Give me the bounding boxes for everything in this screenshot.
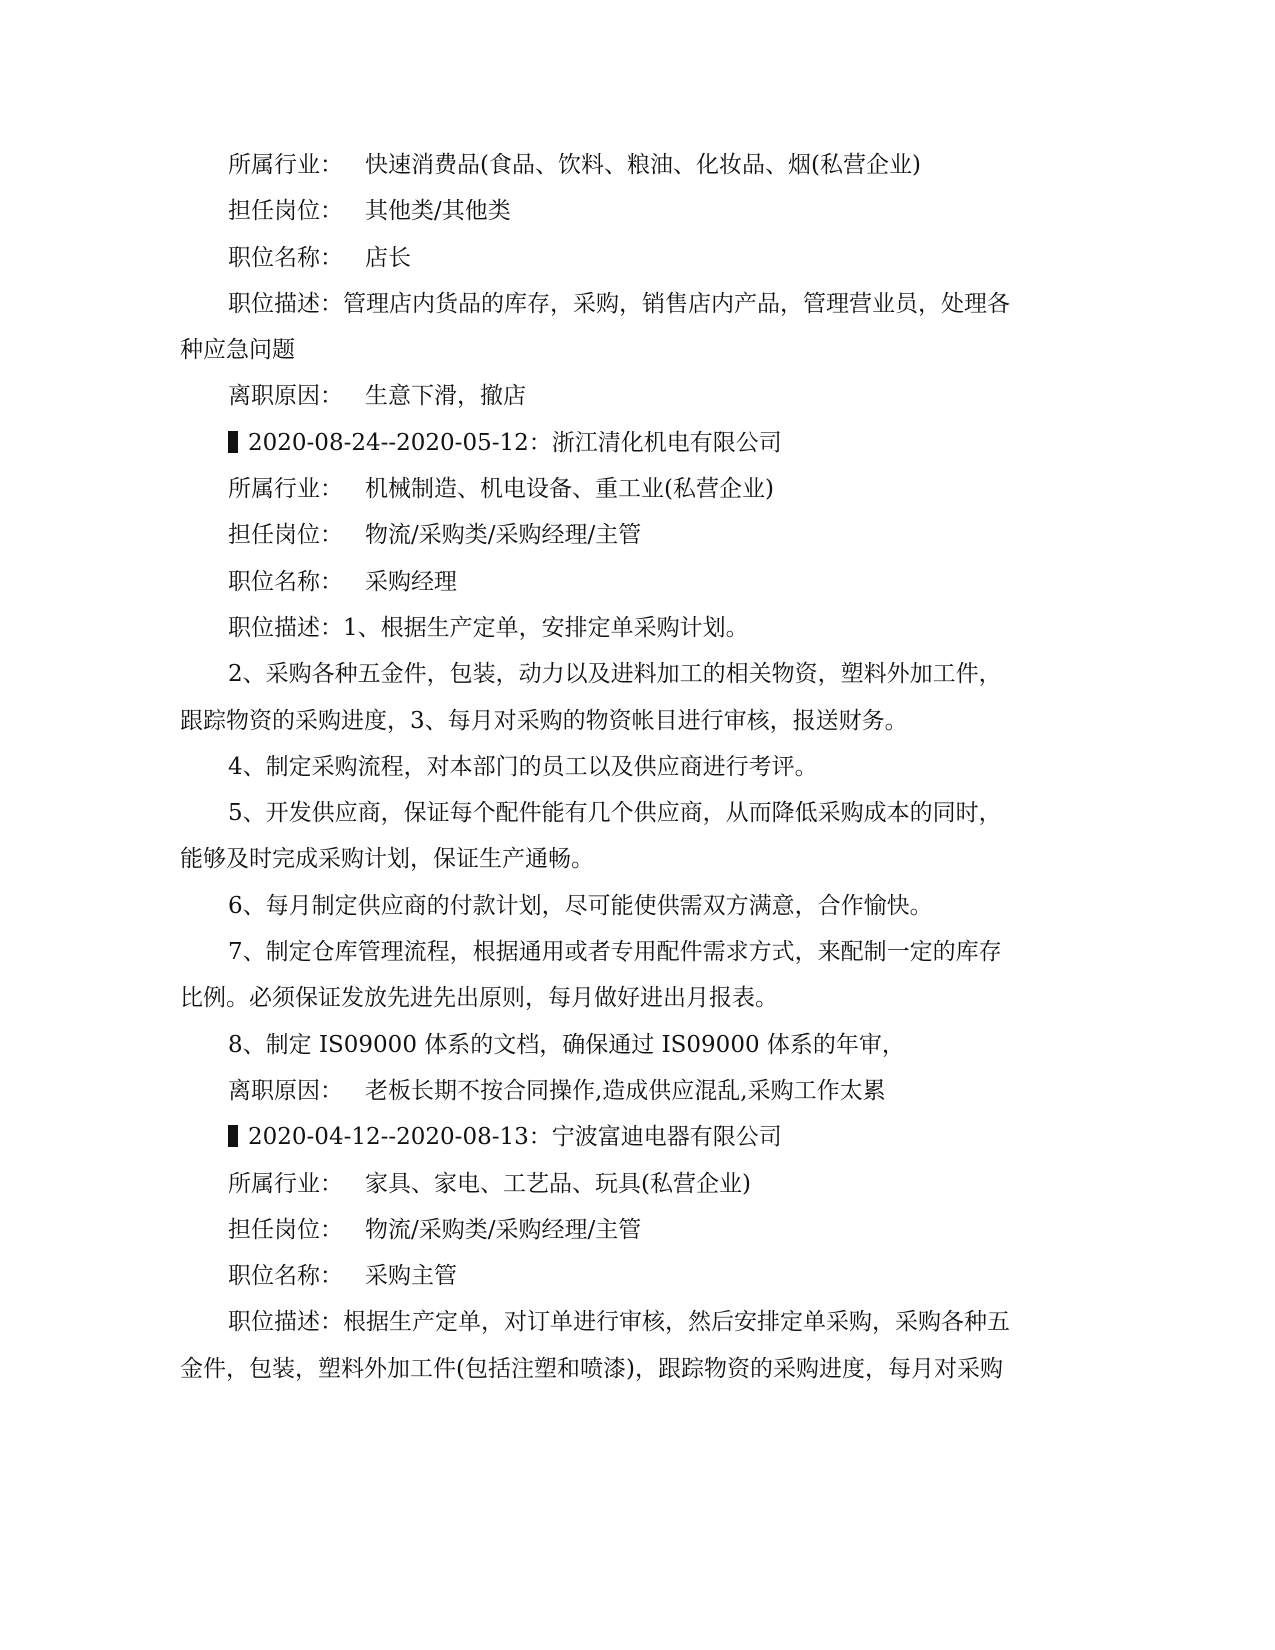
job-description-line: 跟踪物资的采购进度，3、每月对采购的物资帐目进行审核，报送财务。 (180, 707, 908, 734)
position-label: 担任岗位： (228, 1216, 343, 1243)
position-label: 担任岗位： (228, 198, 343, 225)
experience-header (180, 1114, 1040, 1160)
industry-label: 所属行业： (228, 1170, 343, 1197)
industry-value: 快速消费品(食品、饮料、粮油、化妆品、烟(私营企业) (365, 152, 921, 178)
job-title-value: 采购主管 (365, 1263, 457, 1290)
job-description-line: 7、制定仓库管理流程，根据通用或者专用配件需求方式，来配制一定的库存 (228, 939, 1002, 966)
position-value: 物流/采购类/采购经理/主管 (365, 1216, 642, 1243)
job-description-line: 职位描述：根据生产定单，对订单进行审核，然后安排定单采购，采购各种五 (228, 1309, 1010, 1336)
leave-reason-label: 离职原因： (228, 1077, 343, 1104)
leave-reason-row (180, 1068, 1040, 1114)
position-value: 其他类/其他类 (365, 198, 511, 225)
job-description-line: 2、采购各种五金件，包装，动力以及进料加工的相关物资，塑料外加工件， (228, 661, 1002, 688)
experience-header-text: 2020-04-12--2020-08-13：宁波富迪电器有限公司 (248, 1124, 782, 1151)
position-value: 物流/采购类/采购经理/主管 (365, 522, 642, 549)
job-title-value: 店长 (365, 244, 411, 271)
job-title-label: 职位名称： (228, 244, 343, 271)
industry-row (180, 142, 1040, 188)
job-title-label: 职位名称： (228, 1263, 343, 1290)
job-description-line: 职位描述：1、根据生产定单，安排定单采购计划。 (228, 614, 749, 641)
section-bullet-icon (228, 1125, 238, 1147)
job-description-line: 职位描述：管理店内货品的库存，采购，销售店内产品，管理营业员，处理各 (228, 290, 1010, 317)
job-title-value: 采购经理 (365, 568, 457, 595)
job-description-line: 6、每月制定供应商的付款计划，尽可能使供需双方满意，合作愉快。 (228, 892, 933, 919)
position-row (180, 188, 1040, 234)
leave-reason-value: 老板长期不按合同操作,造成供应混乱,采购工作太累 (365, 1077, 886, 1104)
industry-row (180, 466, 1040, 512)
job-title-row (180, 235, 1040, 281)
industry-label: 所属行业： (228, 152, 343, 178)
job-description-line: 比例。必须保证发放先进先出原则，每月做好进出月报表。 (180, 985, 778, 1012)
document-page (180, 142, 1040, 1392)
job-title-label: 职位名称： (228, 568, 343, 595)
leave-reason-label: 离职原因： (228, 383, 343, 410)
industry-value: 机械制造、机电设备、重工业(私营企业) (365, 476, 774, 503)
position-label: 担任岗位： (228, 522, 343, 549)
job-title-row (180, 1253, 1040, 1299)
section-bullet-icon (228, 431, 238, 453)
job-description-line: 5、开发供应商，保证每个配件能有几个供应商，从而降低采购成本的同时， (228, 800, 1002, 827)
industry-value: 家具、家电、工艺品、玩具(私营企业) (365, 1170, 751, 1197)
position-row (180, 512, 1040, 558)
leave-reason-value: 生意下滑，撤店 (365, 383, 526, 410)
job-description-line: 4、制定采购流程，对本部门的员工以及供应商进行考评。 (228, 753, 818, 780)
industry-row (180, 1161, 1040, 1207)
leave-reason-row (180, 373, 1040, 419)
industry-label: 所属行业： (228, 476, 343, 503)
experience-header (180, 420, 1040, 466)
job-description-line: 种应急问题 (180, 337, 295, 364)
job-title-row (180, 559, 1040, 605)
job-description-line: 金件，包装，塑料外加工件(包括注塑和喷漆)，跟踪物资的采购进度，每月对采购 (180, 1355, 1003, 1382)
position-row (180, 1207, 1040, 1253)
experience-header-text: 2020-08-24--2020-05-12：浙江清化机电有限公司 (248, 429, 782, 456)
job-description-line: 能够及时完成采购计划，保证生产通畅。 (180, 846, 594, 873)
job-description-line: 8、制定 IS09000 体系的文档，确保通过 IS09000 体系的年审， (228, 1031, 905, 1058)
